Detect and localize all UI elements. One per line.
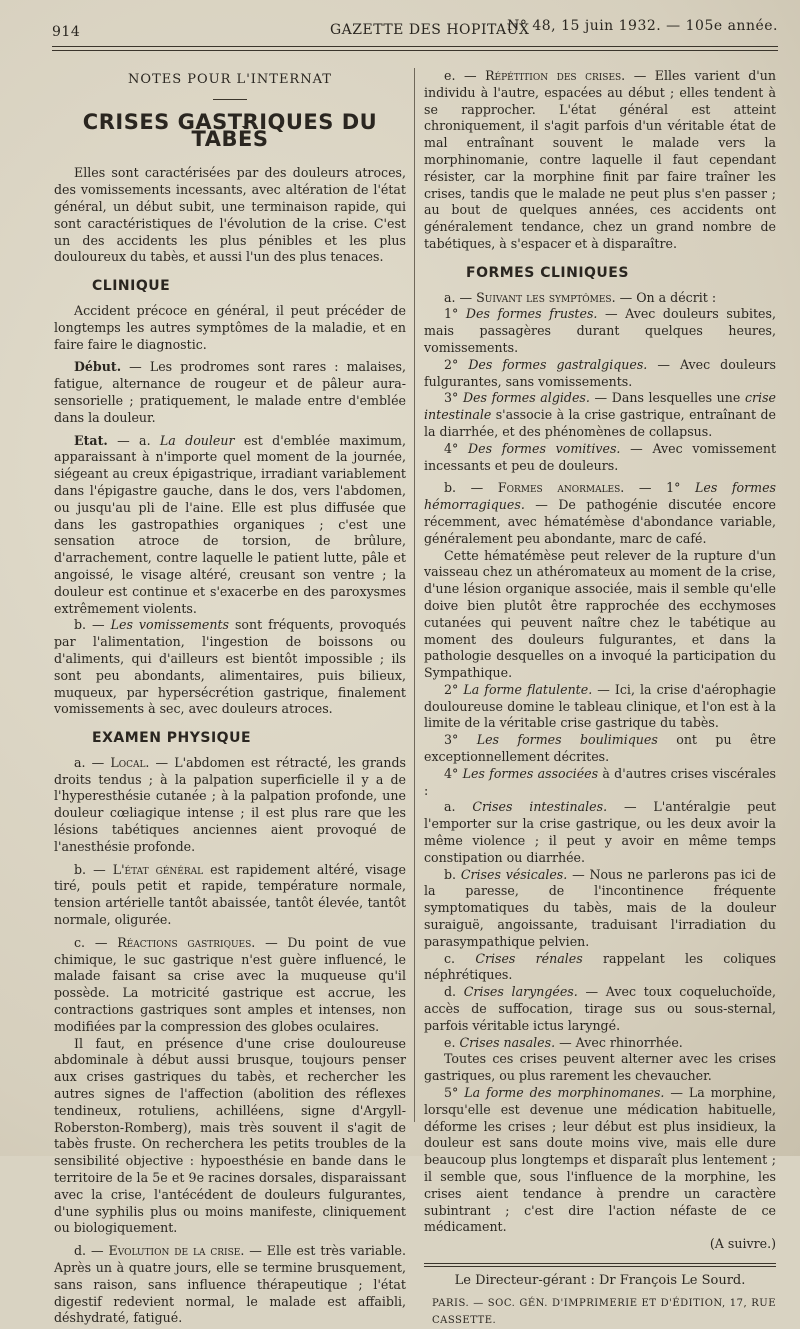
footer-rule xyxy=(424,1263,776,1264)
vomissements-paragraph: b. — Les vomissements sont fréquents, provoqués par l'alimentation, l'ingestion de boissons ou d'aliments, qui d'ailleurs est bientôt impossible ; ils sont peu abondants, alimentaires, puis bilieux, muqueux, par hypersécrétion gastrique, finalement vomissements à sec, avec douleurs atroces. xyxy=(54,617,407,717)
forme-flatulente: 2° La forme flatulente. — Ici, la crise d'aérophagie douloureuse domine le tableau clinique, et l'on est à la limite de la véritable crise gastrique du tabès. xyxy=(424,681,776,731)
forme-associees: 4° Les formes associées à d'autres crises viscérales : xyxy=(424,765,776,798)
crises-laryngees: d. Crises laryngées. — Avec toux coqueluchoïde, accès de suffocation, tirage sus ou sous-sternal, parfois véritable ictus laryngé. xyxy=(424,984,776,1033)
etat-general-paragraph: b. — L'état général est rapidement altéré, visage tiré, pouls petit et rapide, température normale, tension artérielle tantôt abaissée, tantôt élevée, tantôt normale, oligurée. xyxy=(54,861,406,928)
forme-vomitives: 4° Des formes vomitives. — Avec vomissement incessants et peu de douleurs. xyxy=(424,440,776,473)
il-faut-paragraph: Il faut, en présence d'une crise douloureuse abdominale à début aussi brusque, toujours penser aux crises gastriques du tabès, et rechercher les autres signes de l'affection (abolition des réflexes tendineux, rotuliens, achilléens, signe d'Argyll-Roberston-Romberg), mais très souvent il s'agit de tabès fruste. On recherchera les petits troubles de la sensibilité objective : hypoesthésie en bande dans le territoire de la 5e et 9e racines dorsales, disparaissant avec la crise, l'antécédent de douleurs fulgurantes, d'une syphilis plus ou moins manifeste, cliniquement ou biologiquement. xyxy=(54,1035,406,1236)
crises-nasales: e. Crises nasales. — Avec rhinorrhée. xyxy=(444,1034,683,1050)
heading-examen: EXAMEN PHYSIQUE xyxy=(92,730,252,747)
header-rule-double xyxy=(52,50,778,51)
right-column xyxy=(424,68,776,1329)
toutes-crises-paragraph: Toutes ces crises peuvent alterner avec les crises gastriques, ou plus rarement les chevaucher. xyxy=(424,1051,776,1084)
running-header xyxy=(52,18,778,40)
header-rule xyxy=(52,46,778,47)
formes-anormales-paragraph: b. — Formes anormales. — 1° Les formes hémorragiques. — De pathogénie discutée encore récemment, avec hématémèse d'abondance variable, généralement peu abondante, marc de café. xyxy=(424,480,777,546)
forme-algides: 3° Des formes algides. — Dans lesquelles une crise intestinale s'associe à la crise gastrique, entraînant de la diarrhée, et des phénomènes de collapsus. xyxy=(424,390,776,439)
forme-frustes: 1° Des formes frustes. — Avec douleurs subites, mais passagères durant quelques heures, vomissements. xyxy=(424,306,776,355)
forme-gastralgiques: 2° Des formes gastralgiques. — Avec douleurs fulgurantes, sans vomissements. xyxy=(424,356,776,389)
page-number: 914 xyxy=(52,24,81,40)
to-be-continued: (A suivre.) xyxy=(709,1236,776,1252)
journal-title: GAZETTE DES HOPITAUX xyxy=(330,22,530,38)
etat-label: Etat. xyxy=(74,432,108,448)
crises-intestinales: a. Crises intestinales. — L'antéralgie peut l'emporter sur la crise gastrique, ou les deux avoir la même violence ; il peut y avoir en même temps constipation ou diarrhée. xyxy=(424,799,776,865)
issue-info: N° 48, 15 juin 1932. — 105e année. xyxy=(507,18,778,34)
column-separator xyxy=(414,68,415,1122)
repetition-paragraph: e. — Répétition des crises. — Elles varient d'un individu à l'autre, espacées au début ; elles tendent à se rapprocher. L'état général est atteint chroniquement, il s'agit parfois d'un véritable état de mal entraînant souvent le malade vers la morphinomanie, contre laquelle il faut cependant résister, car la morphine finit par faire traîner les crises, tandis que le malade ne peut plus s'en passer ; au bout de quelques années, ces accidents ont généralement tendance, chez un grand nombre de tabétiques, à s'espacer et à disparaître. xyxy=(424,68,776,251)
crises-renales: c. Crises rénales rappelant les coliques néphrétiques. xyxy=(424,950,777,983)
suivant-paragraph: a. — Suivant les symptômes. — On a décrit : xyxy=(444,289,717,305)
forme-morphinomanes: 5° La forme des morphinomanes. — La morphine, lorsqu'elle est devenue une médication habituelle, déforme les crises ; leur début est plus insidieux, la douleur est sans doute moins vive, mais elle dure beaucoup plus longtemps et disparaît plus lentement ; il semble que, sous l'influence de la morphine, les crises aient tendance à prendre un caractère subintrant ; c'est dire l'action néfaste de ce médicament. xyxy=(424,1085,776,1235)
reactions-paragraph: c. — Réactions gastriques. — Du point de vue chimique, le suc gastrique n'est guère influencé, le malade faisant sa crise avec la muqueuse qu'il possède. La motricité gastrique est accrue, les contractions gastriques sont amples et intenses, non modifiées par la compression des globes oculaires. xyxy=(54,934,406,1034)
etat-paragraph: Etat. — a. La douleur est d'emblée maximum, apparaissant à n'importe quel moment de la journée, siégeant au creux épigastrique, irradiant variablement dans l'épigastre gauche, dans le dos, vers l'abdomen, ou jusqu'au pli de l'aine. Elle est plus diffusée que dans les gastropathies organiques ; c'est une sensation atroce de torsion, de brûlure, d'arrachement, contre laquelle le patient lutte, pâle et angoissé, le visage altéré, creusant son ventre ; la douleur est continue et s'exacerbe en des paroxysmes extrêmement violents. xyxy=(54,432,406,616)
evolution-paragraph: d. — Evolution de la crise. — Elle est très variable. Après un à quatre jours, elle se termine brusquement, sans raison, sans influence thérapeutique ; l'état digestif redevient normal, le malade est affaibli, déshydraté, fatigué. xyxy=(54,1243,406,1326)
director-manager: Le Directeur-gérant : Dr François Le Sourd. xyxy=(454,1272,746,1288)
printer-imprint: PARIS. — SOC. GÉN. D'IMPRIMERIE ET D'ÉDITION, 17, RUE CASSETTE. xyxy=(432,1297,776,1326)
clinique-paragraph: Accident précoce en général, il peut précéder de longtemps les autres symptômes de la maladie, et en faire faire le diagnostic. xyxy=(54,302,406,352)
section-kicker: NOTES POUR L'INTERNAT xyxy=(128,72,332,87)
hematemese-paragraph: Cette hématémèse peut relever de la rupture d'un vaisseau chez un athéromateux au moment de la crise, d'une lésion organique associée, mais il semble qu'elle doive bien plutôt être rapprochée des ecchymoses cutanées qui peuvent naître chez le tabétique au moment des douleurs fulgurantes, et dans la pathologie desquelles on a invoqué la participation du Sympathique. xyxy=(424,547,776,681)
crises-vesicales: b. Crises vésicales. — Nous ne parlerons pas ici de la paresse, de l'incontinence fréquente symptomatiques du tabès, mais de la douleur suraiguë, angoissante, traduisant l'irradiation du parasympathique pelvien. xyxy=(424,866,776,949)
left-column xyxy=(54,68,406,1327)
debut-label: Début. xyxy=(74,359,122,375)
footer-rule-double xyxy=(424,1266,776,1267)
kicker-rule xyxy=(213,99,247,100)
article-title: CRISES GASTRIQUES DU TABÈS xyxy=(82,109,378,151)
intro-paragraph: Elles sont caractérisées par des douleurs atroces, des vomissements incessants, avec altération de l'état général, un début subit, une terminaison rapide, qui sont caractéristiques de l'évolution de la crise. C'est un des accidents les plus pénibles et les plus douloureux du tabès, et aussi l'un des plus tenaces. xyxy=(54,165,406,265)
heading-formes: FORMES CLINIQUES xyxy=(466,264,629,281)
forme-boulimiques: 3° Les formes boulimiques ont pu être exceptionnellement décrites. xyxy=(424,732,776,765)
debut-paragraph: Début. — Les prodromes sont rares : malaises, fatigue, alternance de rougeur et de pâleur aura-sensorielle ; pratiquement, le malade entre d'emblée dans la douleur. xyxy=(54,359,406,425)
local-paragraph: a. — Local. — L'abdomen est rétracté, les grands droits tendus ; à la palpation superficielle il y a de l'hyperesthésie cutanée ; à la palpation profonde, une douleur cœliagique intense ; il est plus rare que les lésions tabétiques anciennes aient provoqué de l'anesthésie profonde. xyxy=(54,754,406,854)
heading-clinique: CLINIQUE xyxy=(92,278,171,295)
